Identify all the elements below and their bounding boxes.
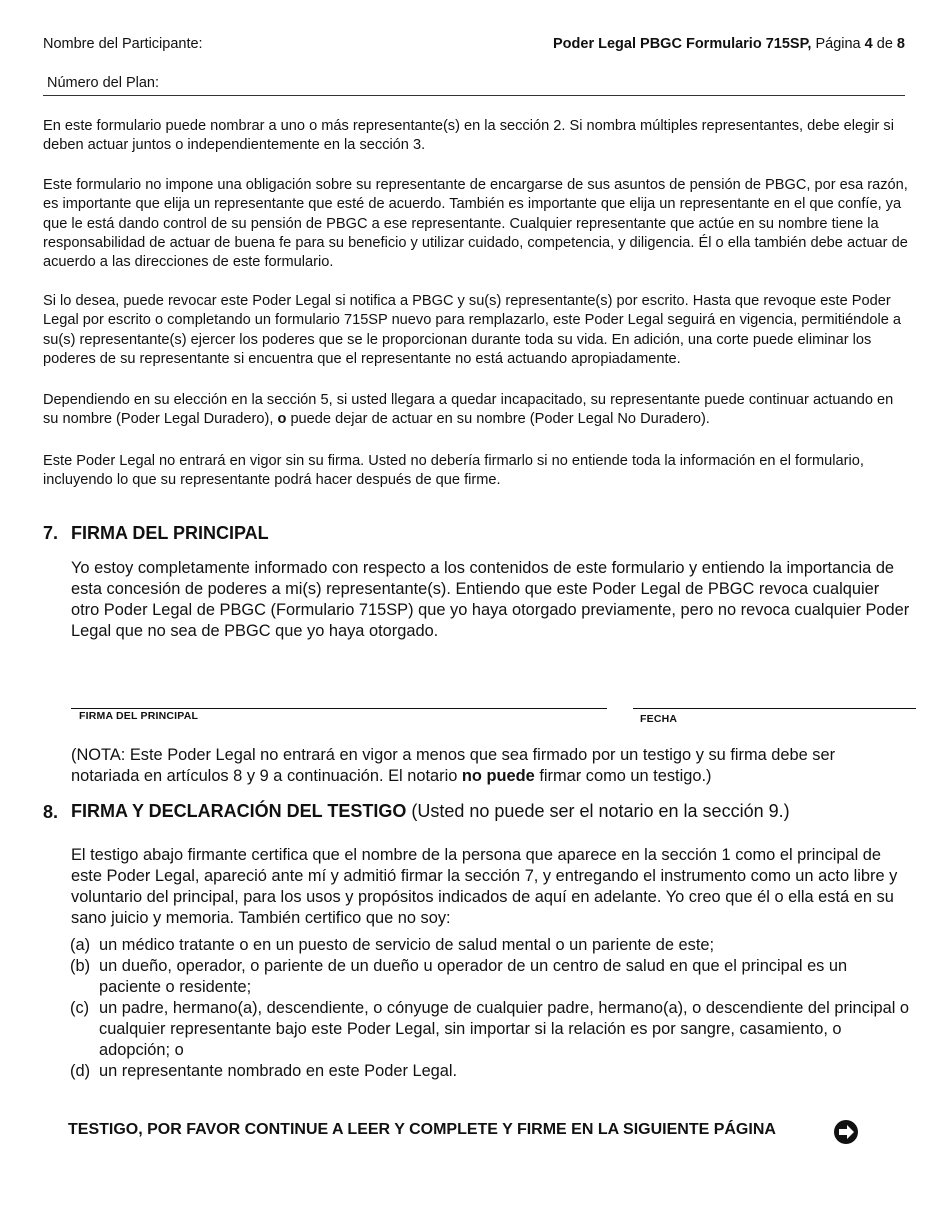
intro-paragraph-4 — [43, 391, 908, 430]
section-8-title: FIRMA Y DECLARACIÓN DEL TESTIGO — [71, 801, 407, 821]
participant-name-label: Nombre del Participante: — [43, 36, 203, 52]
list-item-text: un médico tratante o en un puesto de servicio de salud mental o un pariente de este; — [99, 936, 715, 954]
arrow-right-circle-icon — [833, 1119, 859, 1145]
note-bold: no puede — [461, 767, 535, 785]
list-marker: (c) — [70, 999, 90, 1017]
list-item-text: un dueño, operador, o pariente de un dueño u operador de un centro de salud en que el principal es un paciente o residente; — [99, 957, 848, 996]
list-item — [70, 1061, 910, 1082]
witness-exclusion-list — [70, 935, 910, 1082]
header-divider — [43, 95, 905, 96]
intro-paragraph-2: Este formulario no impone una obligación sobre su representante de encargarse de sus asuntos de pensión de PBGC, por esa razón, es importante que elija un representante que esté de acuerdo. También es importante que elija un representante en el que confíe, ya que le está dando control de su pensión de PBGC a ese representante. Cualquier representante que actúe en su nombre tiene la responsabilidad de actuar de buena fe para su beneficio y utilizar cuidado, competencia, y diligencia. Él o ella también debe actuar de acuerdo a las direcciones de este formulario. — [43, 177, 908, 271]
plan-number-label: Número del Plan: — [47, 75, 160, 91]
section-7-title: FIRMA DEL PRINCIPAL — [71, 523, 269, 543]
note-text-b: firmar como un testigo.) — [539, 767, 712, 785]
section-8-number: 8. — [43, 802, 59, 822]
form-page-header — [553, 36, 905, 52]
list-marker: (a) — [70, 936, 91, 954]
intro-paragraph-1: En este formulario puede nombrar a uno o más representante(s) en la sección 2. Si nombra múltiples representantes, debe elegir si deben actuar juntos o independientemente en la sección 3. — [43, 118, 894, 154]
list-marker: (d) — [70, 1062, 91, 1080]
intro-paragraph-3: Si lo desea, puede revocar este Poder Legal si notifica a PBGC y su(s) representante(s) por escrito. Hasta que revoque este Poder Legal por escrito o completando un formulario 715SP nuevo para remplazarlo, este Poder Legal seguirá en vigencia, permitiéndole a su(s) representante(s) ejercer los poderes que se le proporcionan durante toda su vida. En adición, una corte puede eliminar los poderes de su representante si encuentra que el representante no está actuando apropiadamente. — [43, 293, 902, 367]
section-8-subtitle: (Usted no puede ser el notario en la sección 9.) — [411, 801, 790, 821]
section-8-heading — [71, 801, 790, 822]
section-7-note — [71, 745, 861, 787]
page-number: 4 — [864, 36, 873, 52]
list-item-text: un representante nombrado en este Poder Legal. — [99, 1062, 458, 1080]
p4-text-a: Dependiendo en su elección en la sección 5, si usted llegara a quedar incapacitado, su representante puede continuar actuando en su nombre (Poder Legal Duradero), — [43, 392, 894, 428]
p4-text-b: puede dejar de actuar en su nombre (Poder Legal No Duradero). — [290, 411, 710, 428]
section-8-body: El testigo abajo firmante certifica que el nombre de la persona que aparece en la sección 1 como el principal de este Poder Legal, apareció ante mí y admitió firmar la sección 7, y entregando el instrumento como un acto libre y voluntario del principal, para los usos y propósitos indicados de aquí en adelante. Yo creo que él o ella está en su sano juicio y memoria. También certifico que no soy: — [71, 846, 898, 927]
list-marker: (b) — [70, 957, 91, 975]
list-item — [70, 998, 910, 1061]
principal-signature-label: FIRMA DEL PRINCIPAL — [79, 710, 199, 722]
page-of: de — [876, 36, 893, 52]
list-item-text: un padre, hermano(a), descendiente, o cónyuge de cualquier padre, hermano(a), o descendiente del principal o cualquier representante bajo este Poder Legal, sin importar si la relación es por sangre, casamiento, o adopción; o — [99, 999, 910, 1059]
date-line[interactable] — [633, 708, 916, 709]
principal-signature-line[interactable] — [71, 708, 607, 709]
section-7-body: Yo estoy completamente informado con respecto a los contenidos de este formulario y entiendo la importancia de esta concesión de poderes a mi(s) representante(s). Entiendo que este Poder Legal de PBGC revoca cualquier otro Poder Legal de PBGC (Formulario 715SP) que yo haya otorgado previamente, pero no revoca cualquier Poder Legal que no sea de PBGC que yo haya otorgado. — [71, 559, 910, 640]
list-item — [70, 956, 910, 998]
list-item — [70, 935, 910, 956]
intro-paragraph-5: Este Poder Legal no entrará en vigor sin su firma. Usted no debería firmarlo si no entiende toda la información en el formulario, incluyendo lo que su representante podrá hacer después de que firme. — [43, 453, 864, 489]
note-text-a: (NOTA: Este Poder Legal no entrará en vigor a menos que sea firmado por un testigo y su firma debe ser notariada en artículos 8 y 9 a continuación. El notario — [71, 746, 836, 785]
p4-bold-or: o — [277, 411, 287, 428]
form-title: Poder Legal PBGC Formulario 715SP, — [553, 36, 812, 52]
section-7-number: 7. — [43, 523, 59, 543]
page-total: 8 — [896, 36, 905, 52]
date-label: FECHA — [640, 713, 678, 725]
page-word: Página — [815, 36, 861, 52]
continue-instruction: TESTIGO, POR FAVOR CONTINUE A LEER Y COMPLETE Y FIRME EN LA SIGUIENTE PÁGINA — [68, 1121, 776, 1138]
